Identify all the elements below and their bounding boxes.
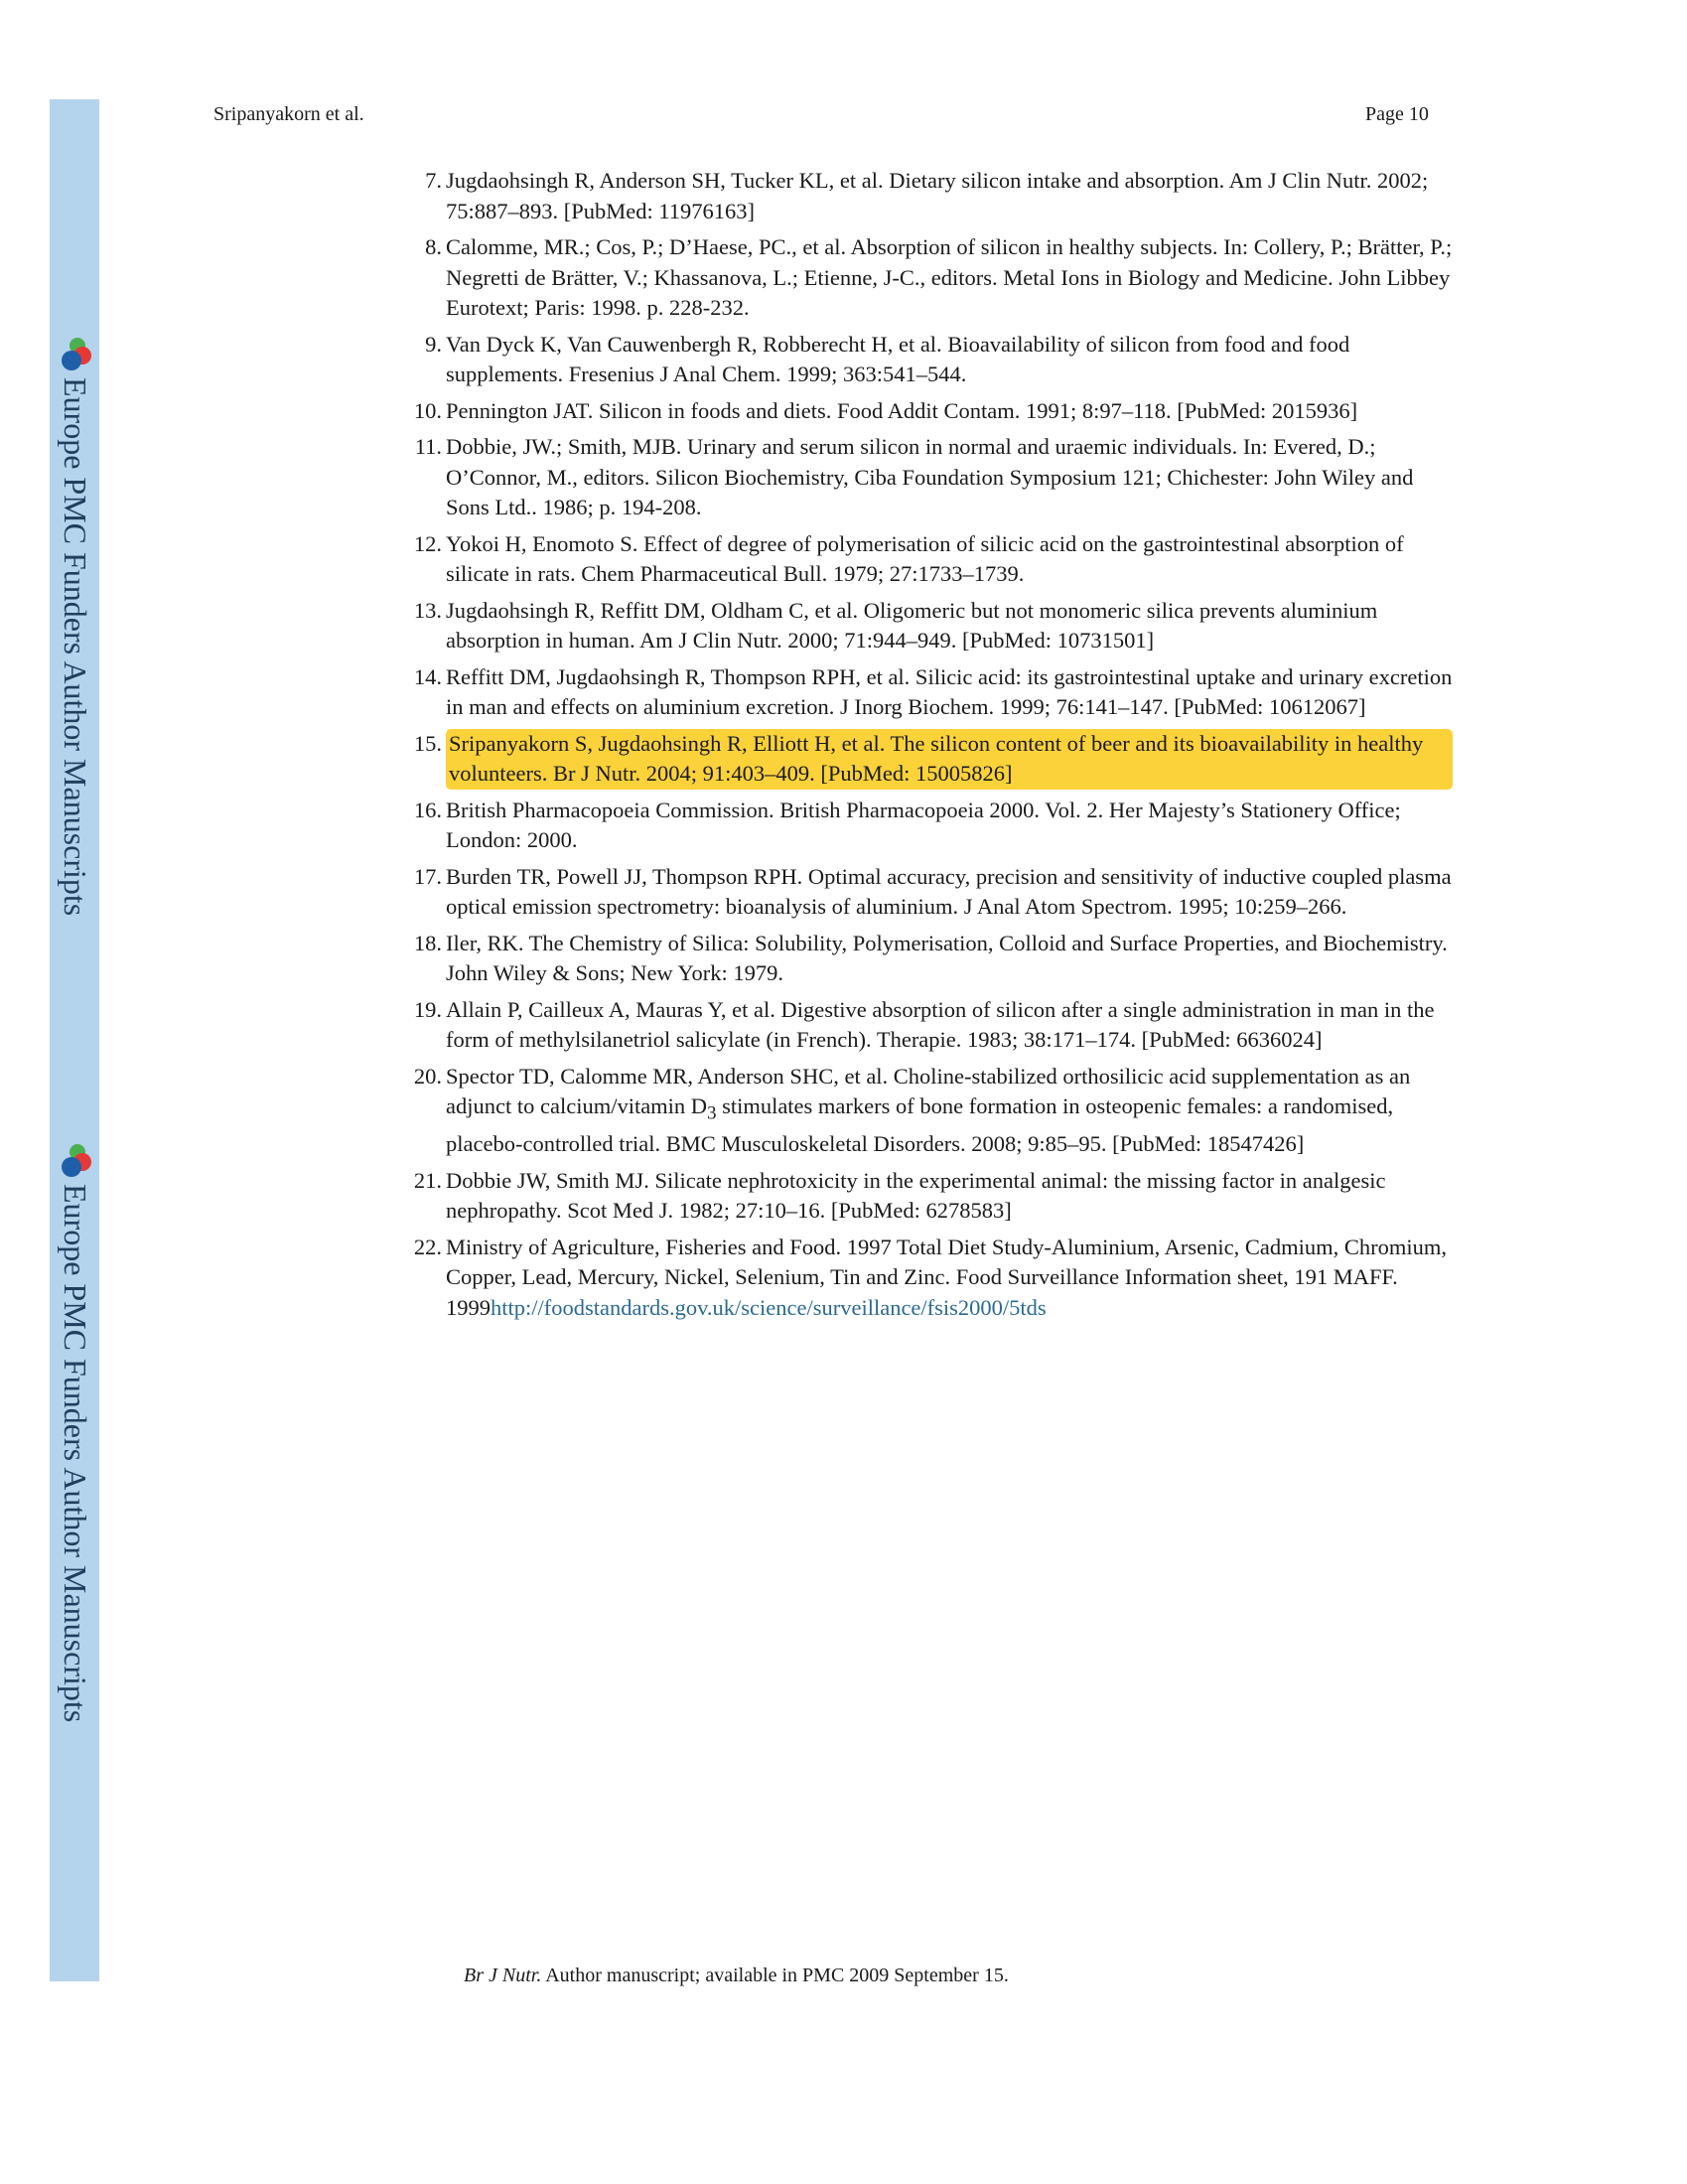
- reference-number: 22.: [413, 1234, 442, 1259]
- reference-text-part: Dobbie JW, Smith MJ. Silicate nephrotoxicity in the experimental animal: the missing factor in analgesic nephropathy. Scot Med J. 1982; 27:10–16. [PubMed: 6278583]: [446, 1167, 1386, 1223]
- reference-text: [446, 396, 1453, 427]
- europe-pmc-logo-icon: [56, 1142, 93, 1178]
- reference-item: [410, 729, 1453, 790]
- reference-item: [410, 1062, 1453, 1160]
- reference-item: [410, 166, 1453, 226]
- reference-text-part: Jugdaohsingh R, Reffitt DM, Oldham C, et al. Oligomeric but not monomeric silica prevents aluminium absorption in human. Am J Clin Nutr. 2000; 71:944–949. [PubMed: 10731501]: [446, 597, 1378, 653]
- reference-item: [410, 796, 1453, 856]
- reference-number: 20.: [413, 1063, 442, 1089]
- reference-item: [410, 862, 1453, 923]
- reference-item: [410, 662, 1453, 723]
- reference-text-part: Spector TD, Calomme MR, Anderson SHC, et al. Choline-stabilized orthosilicic acid supplementation as an adjunct to calcium/vitamin D: [446, 1063, 1411, 1118]
- reference-item: [410, 330, 1453, 390]
- reference-item: [410, 529, 1453, 590]
- footer-journal: Br J Nutr.: [464, 1965, 542, 1986]
- reference-text-part: Calomme, MR.; Cos, P.; D’Haese, PC., et al. Absorption of silicon in healthy subjects. In: Collery, P.; Brätter, P.; Negretti de Brätter, V.; Khassanova, L.; Etienne, J-C., editors. Metal Ions in Biology and Medicine. John Libbey Eurotext; Paris: 1998. p. 228-232.: [446, 234, 1453, 320]
- europe-pmc-logo-icon: [56, 336, 93, 371]
- reference-text-part: Pennington JAT. Silicon in foods and diets. Food Addit Contam. 1991; 8:97–118. [PubMed: 2015936]: [446, 397, 1358, 423]
- reference-item: [410, 396, 1453, 427]
- reference-number: 7.: [425, 168, 442, 193]
- reference-number: 16.: [413, 797, 442, 822]
- reference-list: [410, 166, 1453, 1329]
- reference-text: [446, 166, 1453, 226]
- reference-text: [446, 330, 1453, 390]
- reference-item: [410, 995, 1453, 1056]
- reference-text-part: Burden TR, Powell JJ, Thompson RPH. Optimal accuracy, precision and sensitivity of inductive coupled plasma optical emission spectrometry: bioanalysis of aluminium. J Anal Atom Spectrom. 1995; 10:259–266.: [446, 863, 1452, 919]
- reference-text-part: stimulates markers of bone formation in osteopenic females: a randomised, placebo-controlled trial. BMC Musculoskeletal Disorders. 2008; 9:85–95. [PubMed: 18547426]: [446, 1093, 1394, 1156]
- reference-text-part: Allain P, Cailleux A, Mauras Y, et al. Digestive absorption of silicon after a single administration in man in the form of methylsilanetriol salicylate (in French). Therapie. 1983; 38:171–174. [PubMed: 6636024]: [446, 996, 1435, 1052]
- page-number: Page 10: [1365, 103, 1429, 125]
- highlighted-reference-text: Sripanyakorn S, Jugdaohsingh R, Elliott H, et al. The silicon content of beer and its bioavailability in healthy volunteers. Br J Nutr. 2004; 91:403–409. [PubMed: 15005826]: [449, 730, 1424, 786]
- sidebar-label-top: Europe PMC Funders Author Manuscripts: [58, 377, 93, 917]
- reference-number: 19.: [413, 996, 442, 1022]
- reference-number: 18.: [413, 930, 442, 955]
- reference-number: 21.: [413, 1167, 442, 1193]
- reference-text-part: Yokoi H, Enomoto S. Effect of degree of polymerisation of silicic acid on the gastrointestinal absorption of silicate in rats. Chem Pharmaceutical Bull. 1979; 27:1733–1739.: [446, 530, 1404, 586]
- reference-text: [446, 529, 1453, 590]
- reference-text: [446, 995, 1453, 1056]
- reference-item: [410, 1233, 1453, 1324]
- reference-text-part: Van Dyck K, Van Cauwenbergh R, Robberecht H, et al. Bioavailability of silicon from food and food supplements. Fresenius J Anal Chem. 1999; 363:541–544.: [446, 331, 1350, 386]
- reference-text: [446, 929, 1453, 989]
- reference-text-part: Iler, RK. The Chemistry of Silica: Solubility, Polymerisation, Colloid and Surface Properties, and Biochemistry. John Wiley & Sons; New York: 1979.: [446, 930, 1448, 985]
- reference-item: [410, 232, 1453, 324]
- reference-item: [410, 432, 1453, 523]
- reference-number: 12.: [413, 530, 442, 556]
- reference-number: 11.: [414, 434, 442, 459]
- reference-text: [446, 1166, 1453, 1227]
- sidebar-label-bottom: Europe PMC Funders Author Manuscripts: [58, 1184, 93, 1723]
- running-header-author: Sripanyakorn et al.: [213, 103, 364, 125]
- reference-text: [446, 662, 1453, 723]
- europe-pmc-sidebar: [50, 99, 99, 1981]
- reference-item: [410, 929, 1453, 989]
- reference-text: [446, 796, 1453, 856]
- reference-number: 14.: [413, 663, 442, 689]
- reference-text: [446, 862, 1453, 923]
- reference-text: [446, 1062, 1453, 1160]
- reference-number: 9.: [425, 331, 442, 357]
- reference-subscript: 3: [707, 1102, 717, 1124]
- page-footer: [464, 1965, 1009, 1987]
- reference-number: 10.: [413, 397, 442, 423]
- reference-item: [410, 1166, 1453, 1227]
- reference-number: 13.: [413, 597, 442, 623]
- reference-text: [446, 729, 1453, 790]
- reference-text: [446, 232, 1453, 324]
- footer-text: Author manuscript; available in PMC 2009 September 15.: [541, 1965, 1009, 1986]
- reference-number: 8.: [425, 234, 442, 259]
- reference-link[interactable]: http://foodstandards.gov.uk/science/surveillance/fsis2000/5tds: [491, 1294, 1047, 1320]
- reference-item: [410, 596, 1453, 656]
- reference-text: [446, 432, 1453, 523]
- reference-text-part: Reffitt DM, Jugdaohsingh R, Thompson RPH, et al. Silicic acid: its gastrointestinal uptake and urinary excretion in man and effects on aluminium excretion. J Inorg Biochem. 1999; 76:141–147. [PubMed: 10612067]: [446, 663, 1453, 719]
- reference-number: 17.: [413, 863, 442, 889]
- reference-text: [446, 596, 1453, 656]
- reference-number: 15.: [413, 730, 442, 756]
- reference-text-part: Jugdaohsingh R, Anderson SH, Tucker KL, et al. Dietary silicon intake and absorption. Am J Clin Nutr. 2002; 75:887–893. [PubMed: 11976163]: [446, 168, 1429, 223]
- reference-text-part: Dobbie, JW.; Smith, MJB. Urinary and serum silicon in normal and uraemic individuals. In: Evered, D.; O’Connor, M., editors. Silicon Biochemistry, Ciba Foundation Symposium 121; Chichester: John Wiley and Sons Ltd.. 1986; p. 194-208.: [446, 434, 1414, 519]
- reference-text-part: British Pharmacopoeia Commission. British Pharmacopoeia 2000. Vol. 2. Her Majesty’s Stationery Office; London: 2000.: [446, 797, 1401, 852]
- reference-text-part: Ministry of Agriculture, Fisheries and Food. 1997 Total Diet Study-Aluminium, Arsenic, Cadmium, Chromium, Copper, Lead, Mercury, Nickel, Selenium, Tin and Zinc. Food Surveillance Information sheet, 191 MAFF. 1999: [446, 1234, 1447, 1320]
- reference-text: [446, 1233, 1453, 1324]
